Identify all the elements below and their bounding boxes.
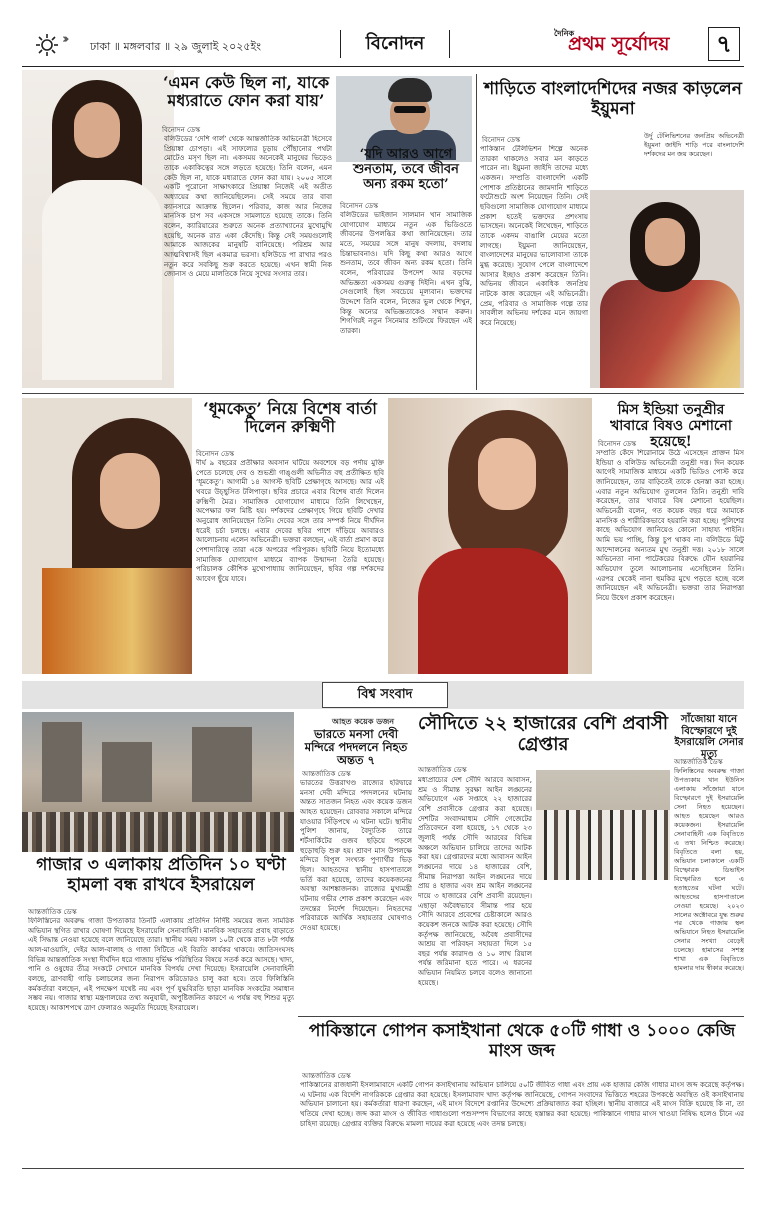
- mansa-kicker: আহত কয়েক ডজন: [332, 717, 395, 726]
- issue-date: ঢাকা ॥ মঙ্গলবার ॥ ২৯ জুলাই ২০২৫ইং: [90, 40, 261, 53]
- article-divider: [298, 1016, 744, 1017]
- salman-byline: বিনোদন ডেস্ক: [340, 202, 379, 210]
- israel-headline[interactable]: সাঁজোয়া যানে বিস্ফোরণে দুই ইসরায়েলি সেনার মৃত্যু: [674, 714, 744, 760]
- saudi-byline: আন্তর্জাতিক ডেস্ক: [418, 766, 467, 774]
- sun-logo-icon: [36, 34, 58, 56]
- tanushree-byline: বিনোদন ডেস্ক: [598, 440, 637, 448]
- section-title: বিনোদন: [340, 30, 450, 58]
- rukmini-headline[interactable]: ‘ধূমকেতু’ নিয়ে বিশেষ বার্তা দিলেন রুক্মিণী: [203, 399, 377, 437]
- rukmini-photo: [22, 398, 192, 674]
- gaza-byline: আন্তর্জাতিক ডেস্ক: [28, 908, 77, 916]
- paper-prefix: দৈনিক: [554, 29, 575, 38]
- salman-body: বলিউডের ভাইজান সালমান খান সামাজিক যোগাযোগ মাধ্যমে নতুন এক ভিডিওতে জীবনের উপলব্ধির কথা জানিয়েছেন। তার মতে, সময়ের সঙ্গে মানুষ বদলায়, বদলায় চিন্তাভাবনাও। যদি কিছু কথা আরও আগে শুনতাম, তবে জীবন অন্য রকম হতো। তিনি বলেন, পরিবারের উপদেশ আর বড়দের অভিজ্ঞতা একসময় গুরুত্ব দিইনি। এখন বুঝি, সেগুলোই ছিল সবচেয়ে মূল্যবান। ভক্তদের উদ্দেশে তিনি বলেন, নিজের ভুল থেকে শিখুন, কিন্তু অন্যের অভিজ্ঞতাকেও সম্মান করুন। শিগগিরই নতুন সিনেমার শুটিংয়ে ফিরছেন এই তারকা।: [340, 211, 472, 335]
- yumna-body: পাকিস্তান টেলিভিশন শিল্পে অনেক তারকা থাকলেও সবার মন কাড়তে পারেন না। ইয়ুমনা জাইদি তাদের মধ্যে একজন। সম্প্রতি বাংলাদেশি একটি পোশাক প্রতিষ্ঠানের জামদানি শাড়িতে ফটোশুটে অংশ নিয়েছেন তিনি। সেই ছবিগুলো সামাজিক যোগাযোগ মাধ্যমে প্রকাশ হতেই ভক্তদের প্রশংসায় ভাসছেন। অনেকেই লিখেছেন, শাড়িতে তাকে একদম বাঙালি মেয়ের মতো লাগছে। ইয়ুমনা জানিয়েছেন, বাংলাদেশের মানুষের ভালোবাসা তাকে মুগ্ধ করেছে। সুযোগ পেলে বাংলাদেশে আসার ইচ্ছাও প্রকাশ করেছেন তিনি। অভিনয় জীবনে একাধিক জনপ্রিয় নাটকে কাজ করেছেন এই অভিনেত্রী। প্রেম, পরিবার ও সামাজিক গল্পে তার সাবলীল অভিনয় দর্শকের মনে জায়গা করে নিয়েছে।: [480, 145, 588, 327]
- section-divider: [22, 393, 744, 394]
- mansa-byline: আন্তর্জাতিক ডেস্ক: [302, 770, 351, 778]
- newspaper-masthead: প্রথম সূর্যোদয়: [568, 33, 670, 55]
- rukmini-byline: বিনোদন ডেস্ক: [196, 450, 235, 458]
- yumna-headline[interactable]: শাড়িতে বাংলাদেশিদের নজর কাড়লেন ইয়ুমনা: [484, 79, 742, 119]
- priyanka-headline[interactable]: ‘এমন কেউ ছিল না, যাকে মধ্যরাতে ফোন করা যায়’: [162, 73, 330, 111]
- gaza-headline[interactable]: গাজার ৩ এলাকায় প্রতিদিন ১০ ঘণ্টা হামলা বন্ধ রাখবে ইসরায়েল: [36, 855, 286, 895]
- tanushree-body: সম্প্রতি কেঁদে শিরোনামে উঠে এসেছেন প্রাক্তন মিস ইন্ডিয়া ও বলিউড অভিনেত্রী তনুশ্রী দত্ত। দিন কয়েক আগেই সামাজিক মাধ্যমে একটি ভিডিও পোস্ট করে জানিয়েছেন, তার বাড়িতেই তাকে হেনস্তা করা হচ্ছে। এবার নতুন অভিযোগ তুললেন তিনি। তনুশ্রী দাবি করেছেন, তার খাবারে বিষ মেশানো হয়েছিল। অভিনেত্রী বলেন, গত কয়েক বছর ধরে আমাকে মানসিক ও শারীরিকভাবে হয়রানি করা হচ্ছে। পুলিশের কাছে অভিযোগ জানিয়েও কোনো সাহায্য পাইনি। আমি ভয় পাচ্ছি, কিন্তু চুপ থাকব না। বলিউডে মিটু আন্দোলনের অন্যতম মুখ তনুশ্রী দত্ত। ২০১৮ সালে অভিনেতা নানা পাটেকরের বিরুদ্ধে যৌন হয়রানির অভিযোগ তুলে আলোচনায় এসেছিলেন তিনি। এরপর থেকেই নানা হুমকির মুখে পড়তে হচ্ছে বলে জানিয়েছেন এই অভিনেত্রী। ভক্তরা তার নিরাপত্তা নিয়ে উদ্বেগ প্রকাশ করেছেন।: [596, 449, 744, 602]
- priyanka-byline: বিনোদন ডেস্ক: [162, 126, 201, 134]
- chevrons-icon: ›››: [62, 32, 66, 47]
- mansa-body: ভারতের উত্তরাখণ্ড রাজ্যের হরিদ্বারে মনসা দেবী মন্দিরে পদদলনের ঘটনায় অন্তত সাতজন নিহত এবং কয়েক ডজন আহত হয়েছেন। রোববার সকালে মন্দিরে যাওয়ার সিঁড়িপথে এ ঘটনা ঘটে। স্থানীয় পুলিশ জানায়, বৈদ্যুতিক তারে শর্টসার্কিটের গুজব ছড়িয়ে পড়লে হুড়োহুড়ি শুরু হয়। শ্রাবণ মাস উপলক্ষে মন্দিরে বিপুল সংখ্যক পুণ্যার্থীর ভিড় ছিল। আহতদের স্থানীয় হাসপাতালে ভর্তি করা হয়েছে, তাদের কয়েকজনের অবস্থা আশঙ্কাজনক। রাজ্যের মুখ্যমন্ত্রী ঘটনায় গভীর শোক প্রকাশ করেছেন এবং তদন্তের নির্দেশ দিয়েছেন। নিহতদের পরিবারকে আর্থিক সহায়তার ঘোষণাও দেওয়া হয়েছে।: [300, 779, 412, 932]
- saudi-body: মধ্যপ্রাচ্যের দেশ সৌদি আরবে আবাসন, শ্রম ও সীমান্ত সুরক্ষা আইন লঙ্ঘনের অভিযোগে এক সপ্তাহে ২২ হাজারের বেশি প্রবাসীকে গ্রেপ্তার করা হয়েছে। দেশটির সংবাদমাধ্যম সৌদি গেজেটের প্রতিবেদনে বলা হয়েছে, ১৭ থেকে ২৩ জুলাই পর্যন্ত সৌদি আরবের বিভিন্ন অঞ্চলে অভিযান চালিয়ে তাদের আটক করা হয়। গ্রেপ্তারদের মধ্যে আবাসন আইন লঙ্ঘনের দায়ে ১৪ হাজারের বেশি, সীমান্ত নিরাপত্তা আইন লঙ্ঘনের দায়ে প্রায় ৪ হাজার এবং শ্রম আইন লঙ্ঘনের দায়ে ৩ হাজারের বেশি প্রবাসী রয়েছেন। এছাড়া অবৈধভাবে সীমান্ত পার হয়ে সৌদি আরবে প্রবেশের চেষ্টাকালে আরও কয়েকশ জনকে আটক করা হয়েছে। সৌদি কর্তৃপক্ষ জানিয়েছে, অবৈধ প্রবাসীদের আশ্রয় বা পরিবহন সহায়তা দিলে ১৫ বছর পর্যন্ত কারাদণ্ড ও ১০ লাখ রিয়াল পর্যন্ত জরিমানা হতে পারে। এ ধরনের অভিযান নিয়মিত চলবে বলেও জানানো হয়েছে।: [418, 776, 532, 987]
- saudi-headline[interactable]: সৌদিতে ২২ হাজারের বেশি প্রবাসী গ্রেপ্তার: [417, 713, 669, 755]
- israel-body: ফিলিস্তিনের অবরুদ্ধ গাজা উপত্যকায় খান ইউনিস এলাকায় সাঁজোয়া যানে বিস্ফোরণে দুই ইসরায়েলি সেনা নিহত হয়েছেন। আহত হয়েছেন আরও কয়েকজন। ইসরায়েলি সেনাবাহিনী এক বিবৃতিতে এ তথ্য নিশ্চিত করেছে। বিবৃতিতে বলা হয়, অভিযান চলাকালে একটি বিস্ফোরক ডিভাইস বিস্ফোরিত হলে এ হতাহতের ঘটনা ঘটে। আহতদের হাসপাতালে নেওয়া হয়েছে। ২০২৩ সালের অক্টোবরে যুদ্ধ শুরুর পর থেকে গাজায় স্থল অভিযানে নিহত ইসরায়েলি সেনার সংখ্যা বেড়েই চলেছে। হামাসের সশস্ত্র শাখা এক বিবৃতিতে হামলার দায় স্বীকার করেছে।: [674, 767, 744, 973]
- pakistan-headline[interactable]: পাকিস্তানে গোপন কসাইখানা থেকে ৫০টি গাধা ও ১০০০ কেজি মাংস জব্দ: [308, 1021, 736, 1061]
- pakistan-body: পাকিস্তানের রাজধানী ইসলামাবাদে একটি গোপন কসাইখানায় অভিযান চালিয়ে ৫০টি জীবিত গাধা এবং প্রায় এক হাজার কেজি গাধার মাংস জব্দ করেছে কর্তৃপক্ষ। এ ঘটনায় এক বিদেশি নাগরিককে গ্রেপ্তার করা হয়েছে। ইসলামাবাদ খাদ্য কর্তৃপক্ষ জানিয়েছে, গোপন সংবাদের ভিত্তিতে শহরের উপকণ্ঠে অবস্থিত ওই কসাইখানায় অভিযান চালানো হয়। কর্মকর্তারা ধারণা করছেন, এই মাংস বিদেশে রপ্তানির উদ্দেশ্যে প্রক্রিয়াজাত করা হচ্ছিল। স্থানীয় বাজারে এই মাংস বিক্রি হয়েছে কি না, তা খতিয়ে দেখা হচ্ছে। জব্দ করা মাংস ও জীবিত গাধাগুলো পশুসম্পদ বিভাগের কাছে হস্তান্তর করা হয়েছে। পাকিস্তানে গাধার মাংস খাওয়া নিষিদ্ধ হলেও চীনে এর চাহিদা রয়েছে। গ্রেপ্তার ব্যক্তির বিরুদ্ধে মামলা দায়ের করা হয়েছে এবং তদন্ত চলছে।: [300, 1081, 744, 1128]
- page-bottom-rule: [22, 1168, 744, 1169]
- gaza-body: ফিলিস্তিনের অবরুদ্ধ গাজা উপত্যকার তিনটি এলাকায় প্রতিদিন নির্দিষ্ট সময়ের জন্য সামরিক অভিযান স্থগিত রাখার ঘোষণা দিয়েছে ইসরায়েলি সেনাবাহিনী। মানবিক সহায়তার প্রবাহ বাড়াতে এই সিদ্ধান্ত নেওয়া হয়েছে বলে জানিয়েছে তারা। স্থানীয় সময় সকাল ১০টা থেকে রাত ৮টা পর্যন্ত আল-মাওয়াসি, দেইর আল-বালাহ ও গাজা সিটিতে এই বিরতি কার্যকর থাকবে। জাতিসংঘসহ বিভিন্ন আন্তর্জাতিক সংস্থা দীর্ঘদিন ধরে গাজায় দুর্ভিক্ষ পরিস্থিতির বিষয়ে সতর্ক করে আসছে। খাদ্য, পানি ও ওষুধের তীব্র সংকটে সেখানে মানবিক বিপর্যয় দেখা দিয়েছে। ইসরায়েলি সেনাবাহিনী বলছে, ত্রাণবাহী গাড়ি চলাচলের জন্য নিরাপদ করিডোরও চালু করা হবে। তবে ফিলিস্তিনি কর্মকর্তারা বলছেন, এই পদক্ষেপ যথেষ্ট নয় এবং পূর্ণ যুদ্ধবিরতি ছাড়া মানবিক সংকটের সমাধান সম্ভব নয়। গাজার স্বাস্থ্য মন্ত্রণালয়ের তথ্য অনুযায়ী, অপুষ্টিজনিত কারণে এ পর্যন্ত বহু শিশুর মৃত্যু হয়েছে। আকাশপথে ত্রাণ ফেলারও অনুমতি দিয়েছে ইসরায়েল।: [28, 917, 294, 1012]
- israel-byline: আন্তর্জাতিক ডেস্ক: [674, 758, 723, 766]
- pakistan-byline: আন্তর্জাতিক ডেস্ক: [302, 1072, 351, 1080]
- saudi-photo: [536, 770, 670, 880]
- tanushree-photo: [388, 398, 592, 674]
- column-divider: [476, 74, 477, 390]
- yumna-byline: বিনোদন ডেস্ক: [482, 136, 521, 144]
- salman-headline[interactable]: ‘যদি আরও আগে শুনতাম, তবে জীবন অন্য রকম হতো’: [353, 147, 459, 192]
- priyanka-photo: [22, 70, 174, 388]
- rukmini-body: দীর্ঘ ৯ বছরের প্রতীক্ষার অবসান ঘটিয়ে অবশেষে বড় পর্দায় মুক্তি পেতে চলেছে দেব ও শুভশ্রী গাঙ্গুলী অভিনীত বহু প্রতীক্ষিত ছবি ‘ধূমকেতু’। আগামী ১৪ আগস্ট ছবিটি প্রেক্ষাগৃহে আসছে। আর এই খবরে উচ্ছ্বসিত টলিপাড়া। ছবির প্রচারে এবার বিশেষ বার্তা দিলেন রুক্মিণী মৈত্র। সামাজিক যোগাযোগ মাধ্যমে তিনি লিখেছেন, অপেক্ষার ফল মিষ্টি হয়। দর্শকদের প্রেক্ষাগৃহে গিয়ে ছবিটি দেখার অনুরোধ জানিয়েছেন তিনি। দেবের সঙ্গে তার সম্পর্ক নিয়ে দীর্ঘদিন ধরেই চর্চা চলছে। এবার দেবের ছবির পাশে দাঁড়িয়ে আবারও আলোচনায় এলেন অভিনেত্রী। ভক্তরা বলছেন, এই বার্তা প্রমাণ করে পেশাদারিত্বে তারা একে অপরের পরিপূরক। ছবিটি নিয়ে ইতোমধ্যে সামাজিক যোগাযোগ মাধ্যমে ব্যাপক উন্মাদনা তৈরি হয়েছে। পরিচালক কৌশিক মুখোপাধ্যায় জানিয়েছেন, ছবির গল্প দর্শকদের আবেগ ছুঁয়ে যাবে।: [196, 459, 384, 583]
- mansa-headline[interactable]: ভারতে মনসা দেবী মন্দিরে পদদলনে নিহত অন্তত ৭: [304, 727, 408, 768]
- world-news-label: বিশ্ব সংবাদ: [322, 682, 448, 708]
- page-number: ৭: [708, 27, 740, 61]
- yumna-lead: উর্দু টেলিভিশনের জনপ্রিয় অভিনেত্রী ইয়ুমনা জাইদি শাড়ি পরে বাংলাদেশি দর্শকদের মন জয় করেছেন।: [644, 132, 744, 158]
- page-header: [22, 26, 744, 67]
- world-news-band: [22, 681, 744, 709]
- gaza-photo: [22, 712, 294, 852]
- tanushree-headline[interactable]: মিস ইন্ডিয়া তনুশ্রীর খাবারে বিষও মেশানো হয়েছে!: [610, 402, 732, 451]
- priyanka-body: বলিউডের ‘দেশি গার্ল’ থেকে আন্তর্জাতিক অভিনেত্রী হিসেবে প্রিয়াঙ্কা চোপড়া। এই সাফল্যের চূড়ায় পৌঁছানোর পথটা মোটেও মসৃণ ছিল না। একসময় অনেকেই মানুষের ভিড়েও তাকে একাকিত্বের সঙ্গে লড়তে হয়েছে। তিনি বলেন, এমন কেউ ছিল না, যাকে মধ্যরাতে ফোন করা যায়। ২০০৫ সালে একটি পুরোনো সাক্ষাৎকারে প্রিয়াঙ্কা নিজেই এই অতীত অধ্যায়ের কথা জানিয়েছিলেন। সেই সময়ে তার বাবা ক্যানসারে আক্রান্ত ছিলেন। পরিবার, কাজ আর নিজের মানসিক চাপ সব একসঙ্গে সামলাতে হয়েছে তাকে। তিনি বলেন, ক্যারিয়ারের শুরুতে অনেক প্রত্যাখ্যানের মুখোমুখি হয়েছি, অনেক রাত একা কেঁদেছি। কিন্তু সেই সময়গুলোই আমাকে আজকের মানুষটি বানিয়েছে। পরিশ্রম আর আত্মবিশ্বাসই ছিল একমাত্র ভরসা। হলিউডে পা রাখার পরও নতুন করে সবকিছু শুরু করতে হয়েছে। এখন স্বামী নিক জোনাস ও মেয়ে মালতিকে নিয়ে সুখের সংসার তার।: [164, 135, 332, 279]
- yumna-photo: [590, 190, 744, 388]
